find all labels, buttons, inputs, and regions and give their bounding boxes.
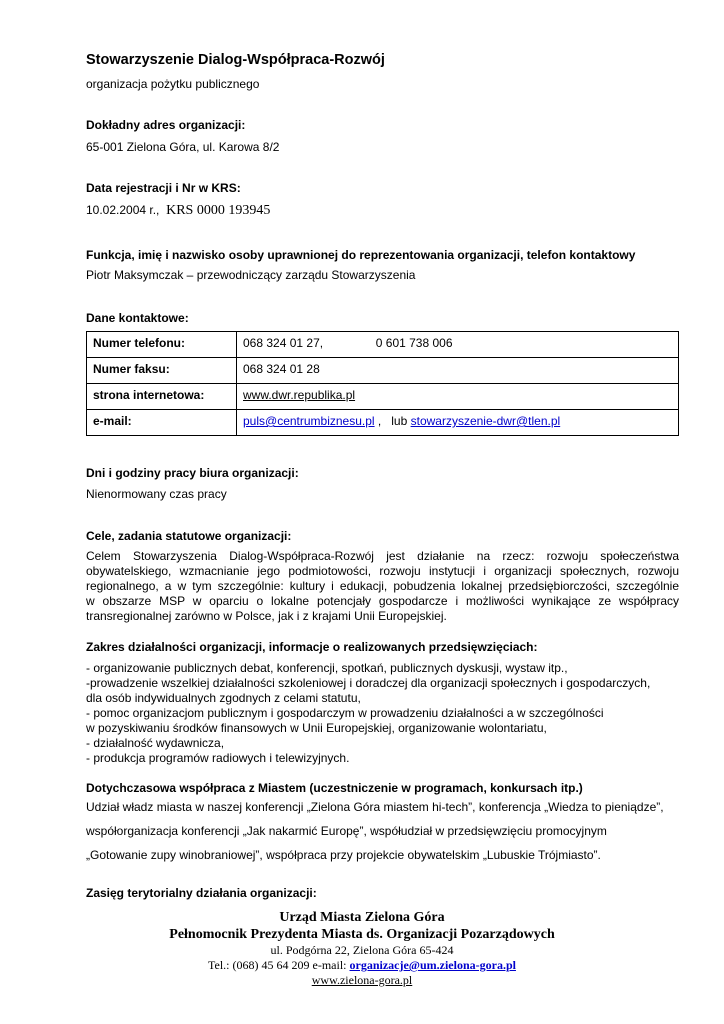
goals-line: obywatelskiego, wzmacnianie jego podmiotowości, rozwoju instytucji i organizacji społecznych, rozwoju	[86, 564, 679, 578]
range-heading: Zasięg terytorialny działania organizacji:	[86, 886, 317, 900]
phone-value	[237, 332, 679, 358]
representative-heading: Funkcja, imię i nazwisko osoby uprawnionej do reprezentowania organizacji, telefon kontaktowy	[86, 248, 636, 262]
goals-line: regionalnego, a w tym szczególnie: kultury i edukacji, pobudzenia lokalnej przedsiębiorczości, szczególnie	[86, 579, 679, 593]
web-label: strona internetowa:	[87, 384, 237, 410]
registration-date: 10.02.2004 r.,	[86, 203, 160, 217]
goals-line: transregionalnej zarówno w Polsce, jak i z krajami Unii Europejskiej.	[86, 609, 447, 623]
website-link[interactable]: www.dwr.republika.pl	[243, 388, 356, 402]
footer-plenipotentiary: Pełnomocnik Prezydenta Miasta ds. Organizacji Pozarządowych	[169, 927, 555, 942]
cooperation-text	[86, 795, 664, 867]
address-heading: Dokładny adres organizacji:	[86, 118, 246, 132]
organization-name: Stowarzyszenie Dialog-Współpraca-Rozwój	[86, 52, 385, 68]
list-item: dla osób indywidualnych zgodnych z celami statutu,	[86, 691, 361, 705]
footer-address: ul. Podgórna 22, Zielona Góra 65-424	[270, 943, 454, 957]
footer-website-link[interactable]: www.zielona-gora.pl	[311, 973, 413, 987]
email-link-2[interactable]: stowarzyszenie-dwr@tlen.pl	[410, 414, 561, 428]
goals-line: Celem Stowarzyszenia Dialog-Współpraca-Rozwój jest działanie na rzecz: rozwoju społeczeństwa	[86, 549, 679, 563]
cooperation-line: współorganizacja konferencji „Jak nakarmić Europę”, współudział w przedsięwzięciu promocyjnym	[86, 824, 607, 838]
goals-line: w obszarze MSP w oparciu o lokalne potencjały gospodarcze i możliwości wynikające ze współpracy	[86, 594, 679, 608]
phone-1: 068 324 01 27,	[243, 336, 324, 350]
email-value	[237, 410, 679, 436]
registration-heading: Data rejestracji i Nr w KRS:	[86, 181, 241, 195]
phone-2: 0 601 738 006	[375, 336, 453, 350]
hours-value: Nienormowany czas pracy	[86, 487, 227, 501]
footer-contact	[0, 958, 724, 973]
table-row	[87, 410, 679, 436]
table-row	[87, 384, 679, 410]
registration-value	[86, 203, 270, 219]
contacts-heading: Dane kontaktowe:	[86, 311, 189, 325]
footer-website	[0, 973, 724, 988]
phone-label: Numer telefonu:	[87, 332, 237, 358]
web-value	[237, 384, 679, 410]
contacts-table	[86, 331, 679, 436]
footer-email-link[interactable]: organizacje@um.zielona-gora.pl	[349, 958, 516, 972]
fax-label: Numer faksu:	[87, 358, 237, 384]
cooperation-line: Udział władz miasta w naszej konferencji „Zielona Góra miastem hi-tech”, konferencja „Wiedza to pieniądze”,	[86, 800, 664, 814]
footer	[0, 909, 724, 988]
goals-paragraph	[86, 549, 679, 624]
email-label: e-mail:	[87, 410, 237, 436]
footer-office: Urząd Miasta Zielona Góra	[279, 910, 445, 925]
cooperation-heading: Dotychczasowa współpraca z Miastem (uczestniczenie w programach, konkursach itp.)	[86, 781, 583, 795]
list-item: - działalność wydawnicza,	[86, 736, 225, 750]
email-link-1[interactable]: puls@centrumbiznesu.pl	[243, 414, 375, 428]
fax-value: 068 324 01 28	[237, 358, 679, 384]
cooperation-line: „Gotowanie zupy winobraniowej”, współpraca przy projekcie obywatelskim „Lubuskie Trójmiasto”.	[86, 848, 601, 862]
hours-heading: Dni i godziny pracy biura organizacji:	[86, 466, 299, 480]
goals-heading: Cele, zadania statutowe organizacji:	[86, 529, 292, 543]
list-item: -prowadzenie wszelkiej działalności szkoleniowej i doradczej dla organizacji społecznych i gospodarczych,	[86, 676, 651, 690]
organization-status: organizacja pożytku publicznego	[86, 77, 260, 91]
table-row	[87, 332, 679, 358]
footer-phone: Tel.: (068) 45 64 209 e-mail:	[208, 958, 350, 972]
activities-list	[86, 661, 686, 766]
table-row	[87, 358, 679, 384]
list-item: w pozyskiwaniu środków finansowych w Unii Europejskiej, organizowanie wolontariatu,	[86, 721, 547, 735]
list-item: - pomoc organizacjom publicznym i gospodarczym w prowadzeniu działalności a w szczególności	[86, 706, 604, 720]
email-separator: , lub	[374, 414, 411, 428]
representative-value: Piotr Maksymczak – przewodniczący zarządu Stowarzyszenia	[86, 268, 416, 282]
list-item: - produkcja programów radiowych i telewizyjnych.	[86, 751, 350, 765]
list-item: - organizowanie publicznych debat, konferencji, spotkań, publicznych dyskusji, wystaw itp.,	[86, 661, 568, 675]
registration-krs: KRS 0000 193945	[166, 203, 271, 218]
activities-heading: Zakres działalności organizacji, informacje o realizowanych przedsięwzięciach:	[86, 640, 538, 654]
address-value: 65-001 Zielona Góra, ul. Karowa 8/2	[86, 140, 280, 154]
